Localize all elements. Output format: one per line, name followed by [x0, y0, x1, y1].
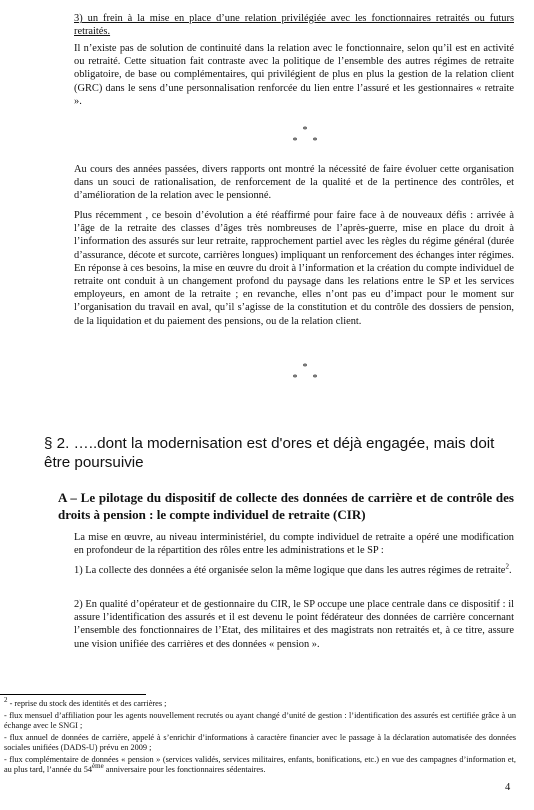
- separator-stars-1: * * *: [292, 125, 318, 147]
- cir-intro-paragraph: La mise en œuvre, au niveau interministériel, du compte individuel de retraite a opéré une modification en profondeur de la répartition des rôles entre les administrations et le SP :: [74, 532, 514, 557]
- page-number: 4: [505, 782, 511, 793]
- footnote-line-3: - flux annuel de données de carrière, appelé à s’enrichir d’informations à caractère financier avec le passage à la déclaration automatisée des données sociales unifiées (DADS-U) prévu en 2009 ;: [4, 733, 516, 753]
- cir-subheading: A – Le pilotage du dispositif de collecte des données de carrière et de contrôle des droits à pension : le compte individuel de retraite (CIR): [58, 490, 514, 522]
- rapports-paragraph: Au cours des années passées, divers rapports ont montré la nécessité de faire évoluer cette organisation dans un souci de rationalisation, de renforcement de la qualité et de la pertinence des contrôles, et d’amélioration de la relation avec le pensionné.: [74, 164, 514, 202]
- footnote-line-1: $^2$ - reprise du stock des identités et des carrières ;: [4, 696, 167, 708]
- separator-stars-2: * * *: [292, 362, 318, 384]
- footnote-ref[interactable]: 2: [505, 562, 509, 571]
- recemment-paragraph: Plus récemment , ce besoin d’évolution a été réaffirmé pour faire face à de nouveaux défis : arrivée à l’âge de la retraite des classes d’âges très nombreuses de l’après-guerre, mise en place du droit à l’information des assurés sur leur retraite, rapprochement partiel avec les règles du régime général (durée d’assurance, décote et surcote, carrières longues) impliquant un renforcement des échanges inter régimes. En réponse à ces besoins, la mise en œuvre du droit à l’information et la création du compte individuel de retraite ont conduit à un changement profond du paysage dans les relations entre le SP et les services employeurs, en amont de la retraite ; en revanche, elles n’ont pas eu d’impact pour le moment sur l’organisation du travail en aval, qu’il s’agisse de la constitution et du contrôle des dossiers de pension, de la liquidation et du paiement des pensions, ou de la relation client.: [74, 210, 514, 327]
- point2-paragraph: 2) En qualité d’opérateur et de gestionnaire du CIR, le SP occupe une place centrale dans ce dispositif : il assure l’identification des assurés et il est devenu le point fédérateur des données de carrière concernant l’ensemble des fonctionnaires de l’Etat, des militaires et des magistrats non retraités et, à ce titre, assure une vision unifiée des carrières et des données « pension ».: [74, 599, 514, 650]
- footnote-line-2: - flux mensuel d’affiliation pour les agents nouvellement recrutés ou ayant changé d’unité de gestion : l’identification des assurés est certifiée grâce à un échange avec le SNGI ;: [4, 711, 516, 731]
- footnote-rule: [0, 694, 146, 695]
- item3-paragraph: 3) un frein à la mise en place d’une relation privilégiée avec les fonctionnaires retraités ou futurs retraités.: [74, 13, 514, 38]
- section-heading: § 2. …..dont la modernisation est d'ores et déjà engagée, mais doit être poursuivie: [44, 435, 495, 471]
- continuite-paragraph: Il n’existe pas de solution de continuité dans la relation avec le fonctionnaire, selon qu’il est en activité ou retraité. Cette situation fait contraste avec la politique de l’ensemble des autres régimes de retraite obligatoire, de base ou complémentaires, qui privilégient de plus en plus la gestion de la relation client (GRC) dans le sens d’une personnalisation renforcée du lien entre l’assuré et les gestionnaires « retraite ».: [74, 43, 514, 107]
- footnote-line-4: - flux complémentaire de données « pension » (services validés, services militaires, enfants, bonifications, etc.) en vue des campagnes d’information et, au plus tard, l’année du 54ème anniversaire pour les fonctionnaires sédentaires.: [4, 755, 516, 775]
- point1-paragraph: 1) La collecte des données a été organisée selon la même logique que dans les autres régimes de retraite$^2$.: [74, 562, 512, 576]
